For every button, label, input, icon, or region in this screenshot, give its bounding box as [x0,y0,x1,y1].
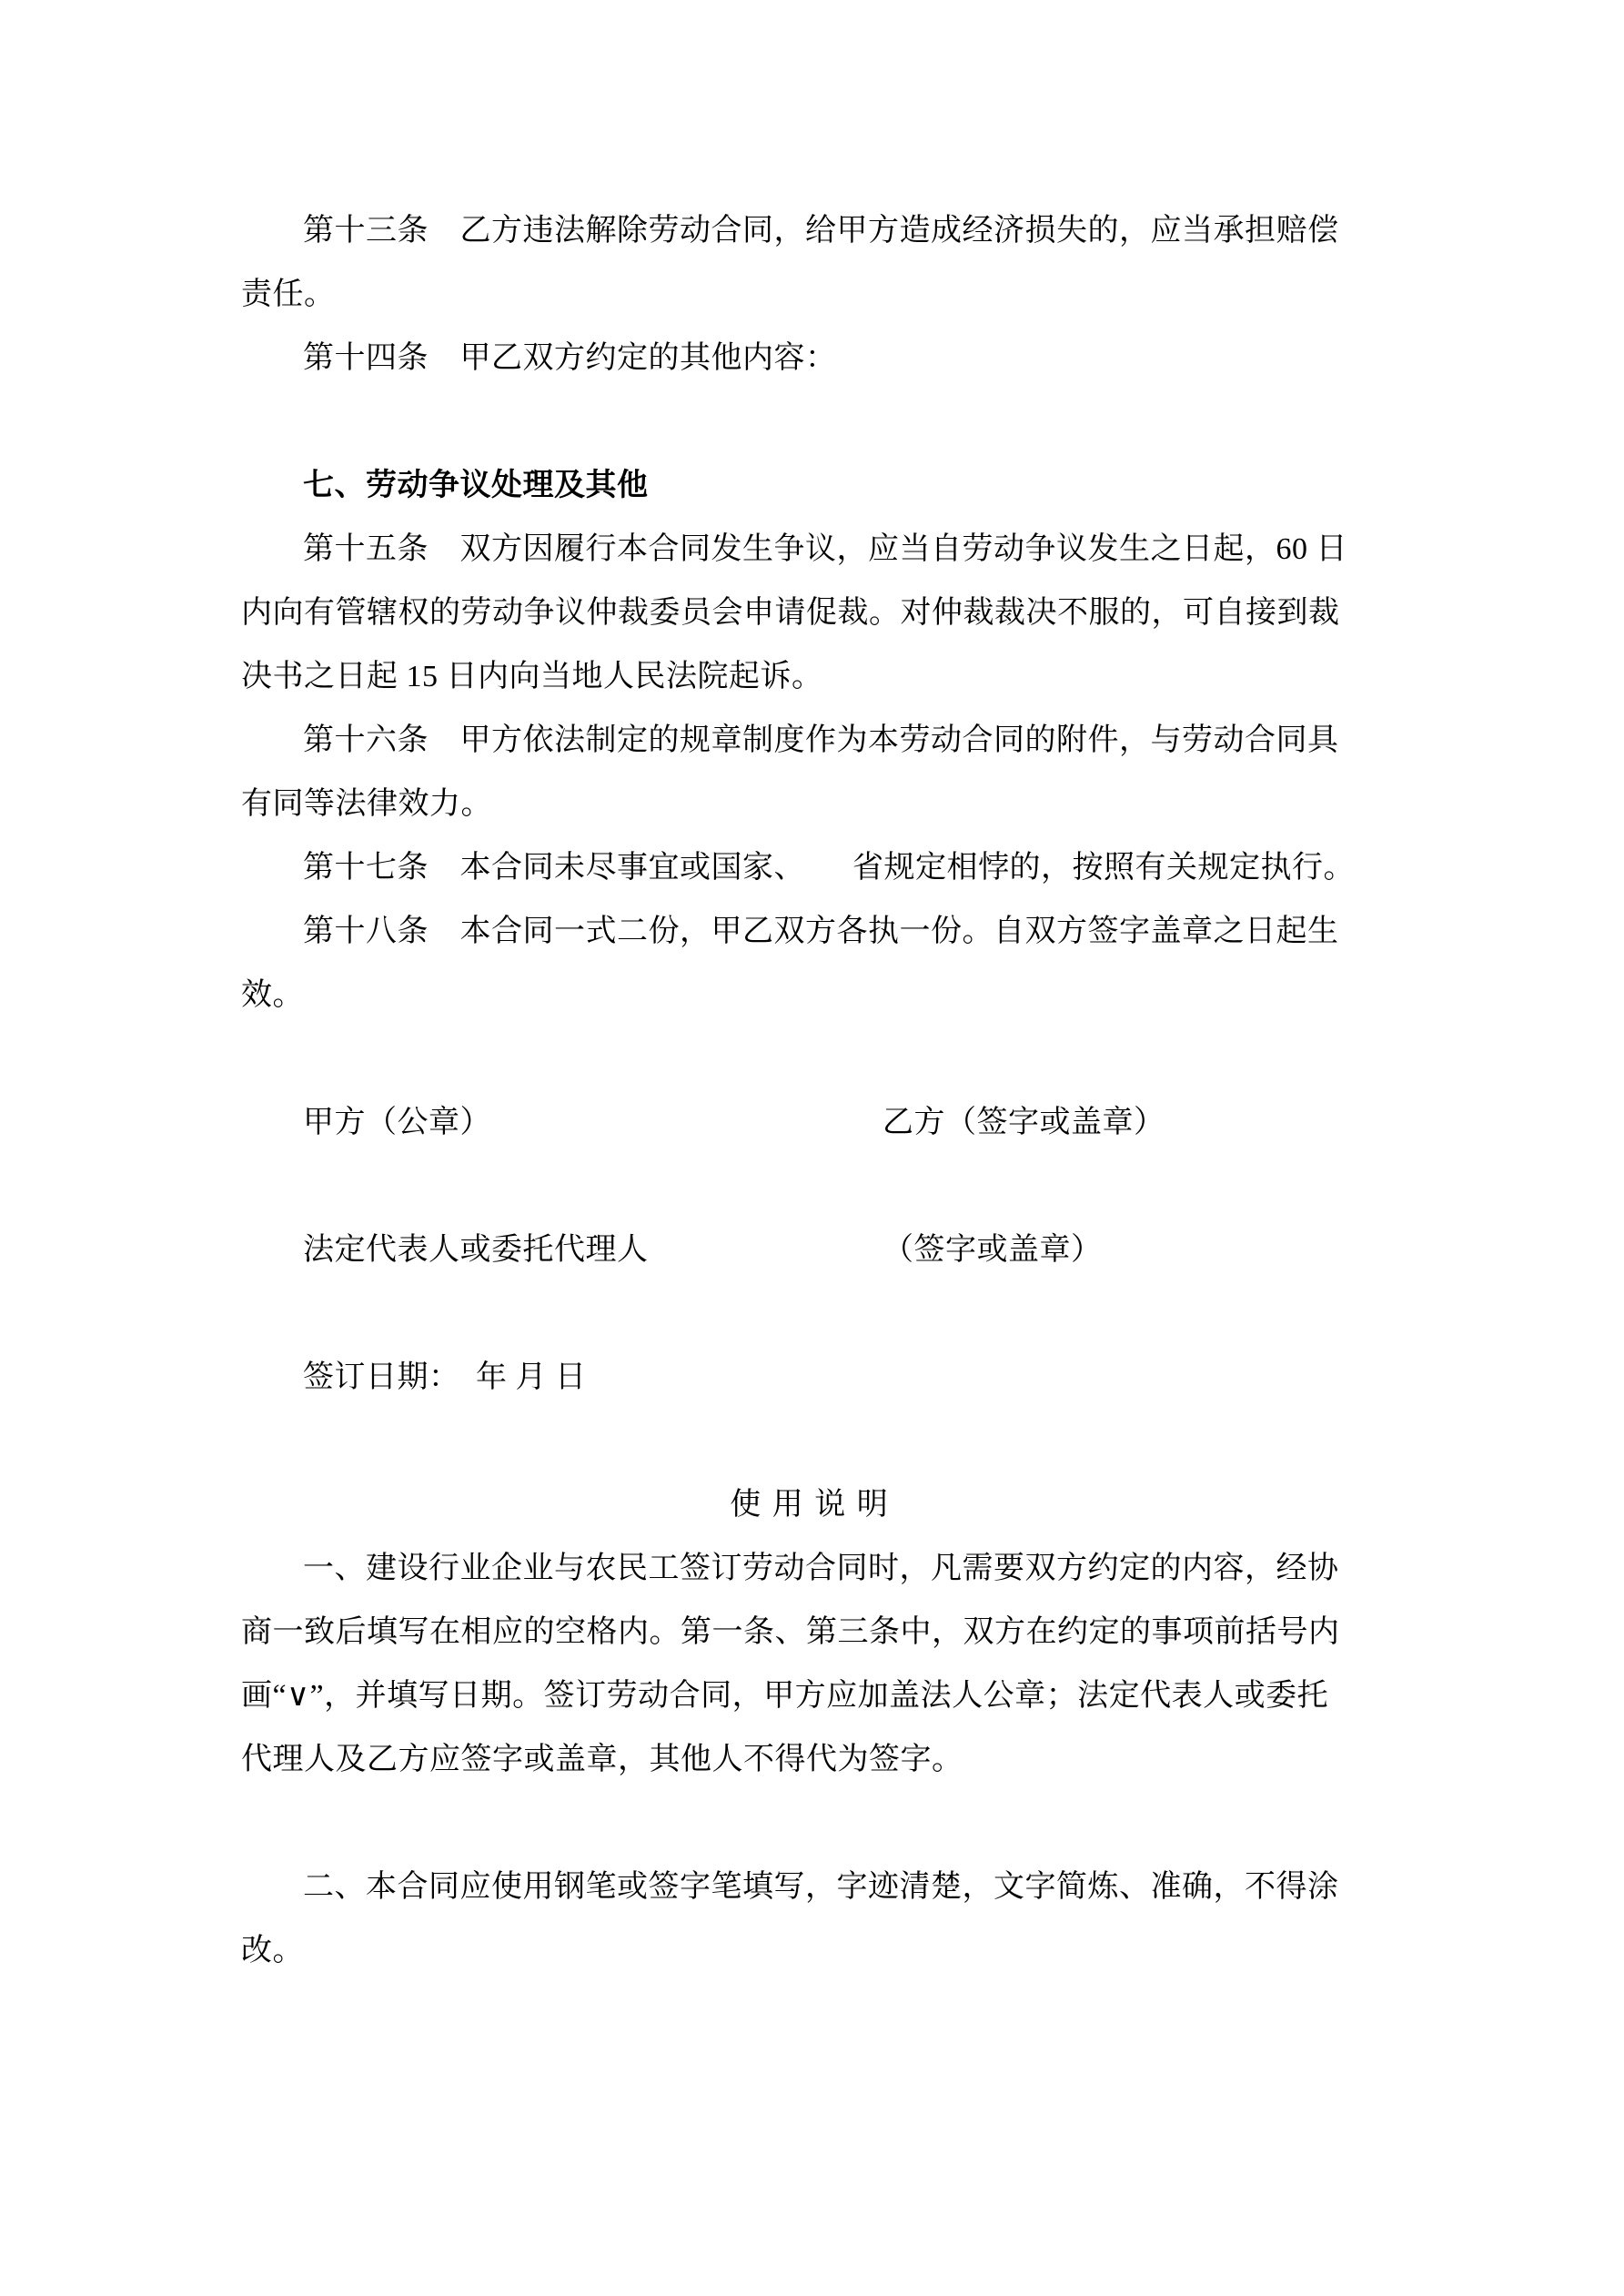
party-b-sign-label: 乙方（签字或盖章） [883,1106,1165,1139]
clause-line: 第十四条 甲乙双方约定的其他内容： [303,341,837,375]
clause-line: 决书之日起 15 日内向当地人民法院起诉。 [241,660,823,693]
clause-line: 画“∨”，并填写日期。签订劳动合同，甲方应加盖法人公章；法定代表人或委托 [241,1679,1329,1713]
clause-line: 第十八条 本合同一式二份，甲乙双方各执一份。自双方签字盖章之日起生 [303,915,1339,948]
clause-line: 签订日期： 年 月 日 [303,1360,587,1394]
document-body [241,199,1378,1983]
party-a-seal-label: 甲方（公章） [303,1106,491,1139]
blank-line [241,1792,1378,1856]
section-heading: 七、劳动争议处理及其他 [303,469,649,502]
clause-line: 代理人及乙方应签字或盖章，其他人不得代为签字。 [241,1743,963,1776]
legal-representative-label: 法定代表人或委托代理人 [303,1233,649,1267]
clause-line: 一、建设行业企业与农民工签订劳动合同时，凡需要双方约定的内容，经协 [303,1552,1339,1585]
clause-line: 内向有管辖权的劳动争议仲裁委员会申请促裁。对仲裁裁决不服的，可自接到裁 [241,596,1340,630]
blank-line [241,1155,1378,1219]
clause-line: 有同等法律效力。 [241,787,492,821]
clause-line: 第十七条 本合同未尽事宜或国家、 省规定相悖的，按照有关规定执行。 [303,851,1355,885]
clause-line: 二、本合同应使用钢笔或签字笔填写，字迹清楚，文字简炼、准确，不得涂 [303,1870,1339,1904]
signature-row [241,1219,1378,1282]
blank-line [241,390,1378,454]
sign-or-seal-label: （签字或盖章） [883,1233,1103,1267]
usage-instructions-title: 使 用 说 明 [730,1488,890,1522]
clause-line: 第十五条 双方因履行本合同发生争议，应当自劳动争议发生之日起，60 日 [303,532,1347,566]
signature-row [241,1091,1378,1155]
blank-line [241,1410,1378,1473]
clause-line: 效。 [241,978,304,1012]
clause-line: 第十六条 甲方依法制定的规章制度作为本劳动合同的附件，与劳动合同具 [303,723,1339,757]
clause-line: 商一致后填写在相应的空格内。第一条、第三条中，双方在约定的事项前括号内 [241,1615,1340,1649]
clause-line: 第十三条 乙方违法解除劳动合同，给甲方造成经济损失的，应当承担赔偿 [303,214,1339,248]
clause-line: 改。 [241,1934,304,1967]
blank-line [241,1027,1378,1091]
blank-line [241,1282,1378,1346]
clause-line: 责任。 [241,278,336,311]
